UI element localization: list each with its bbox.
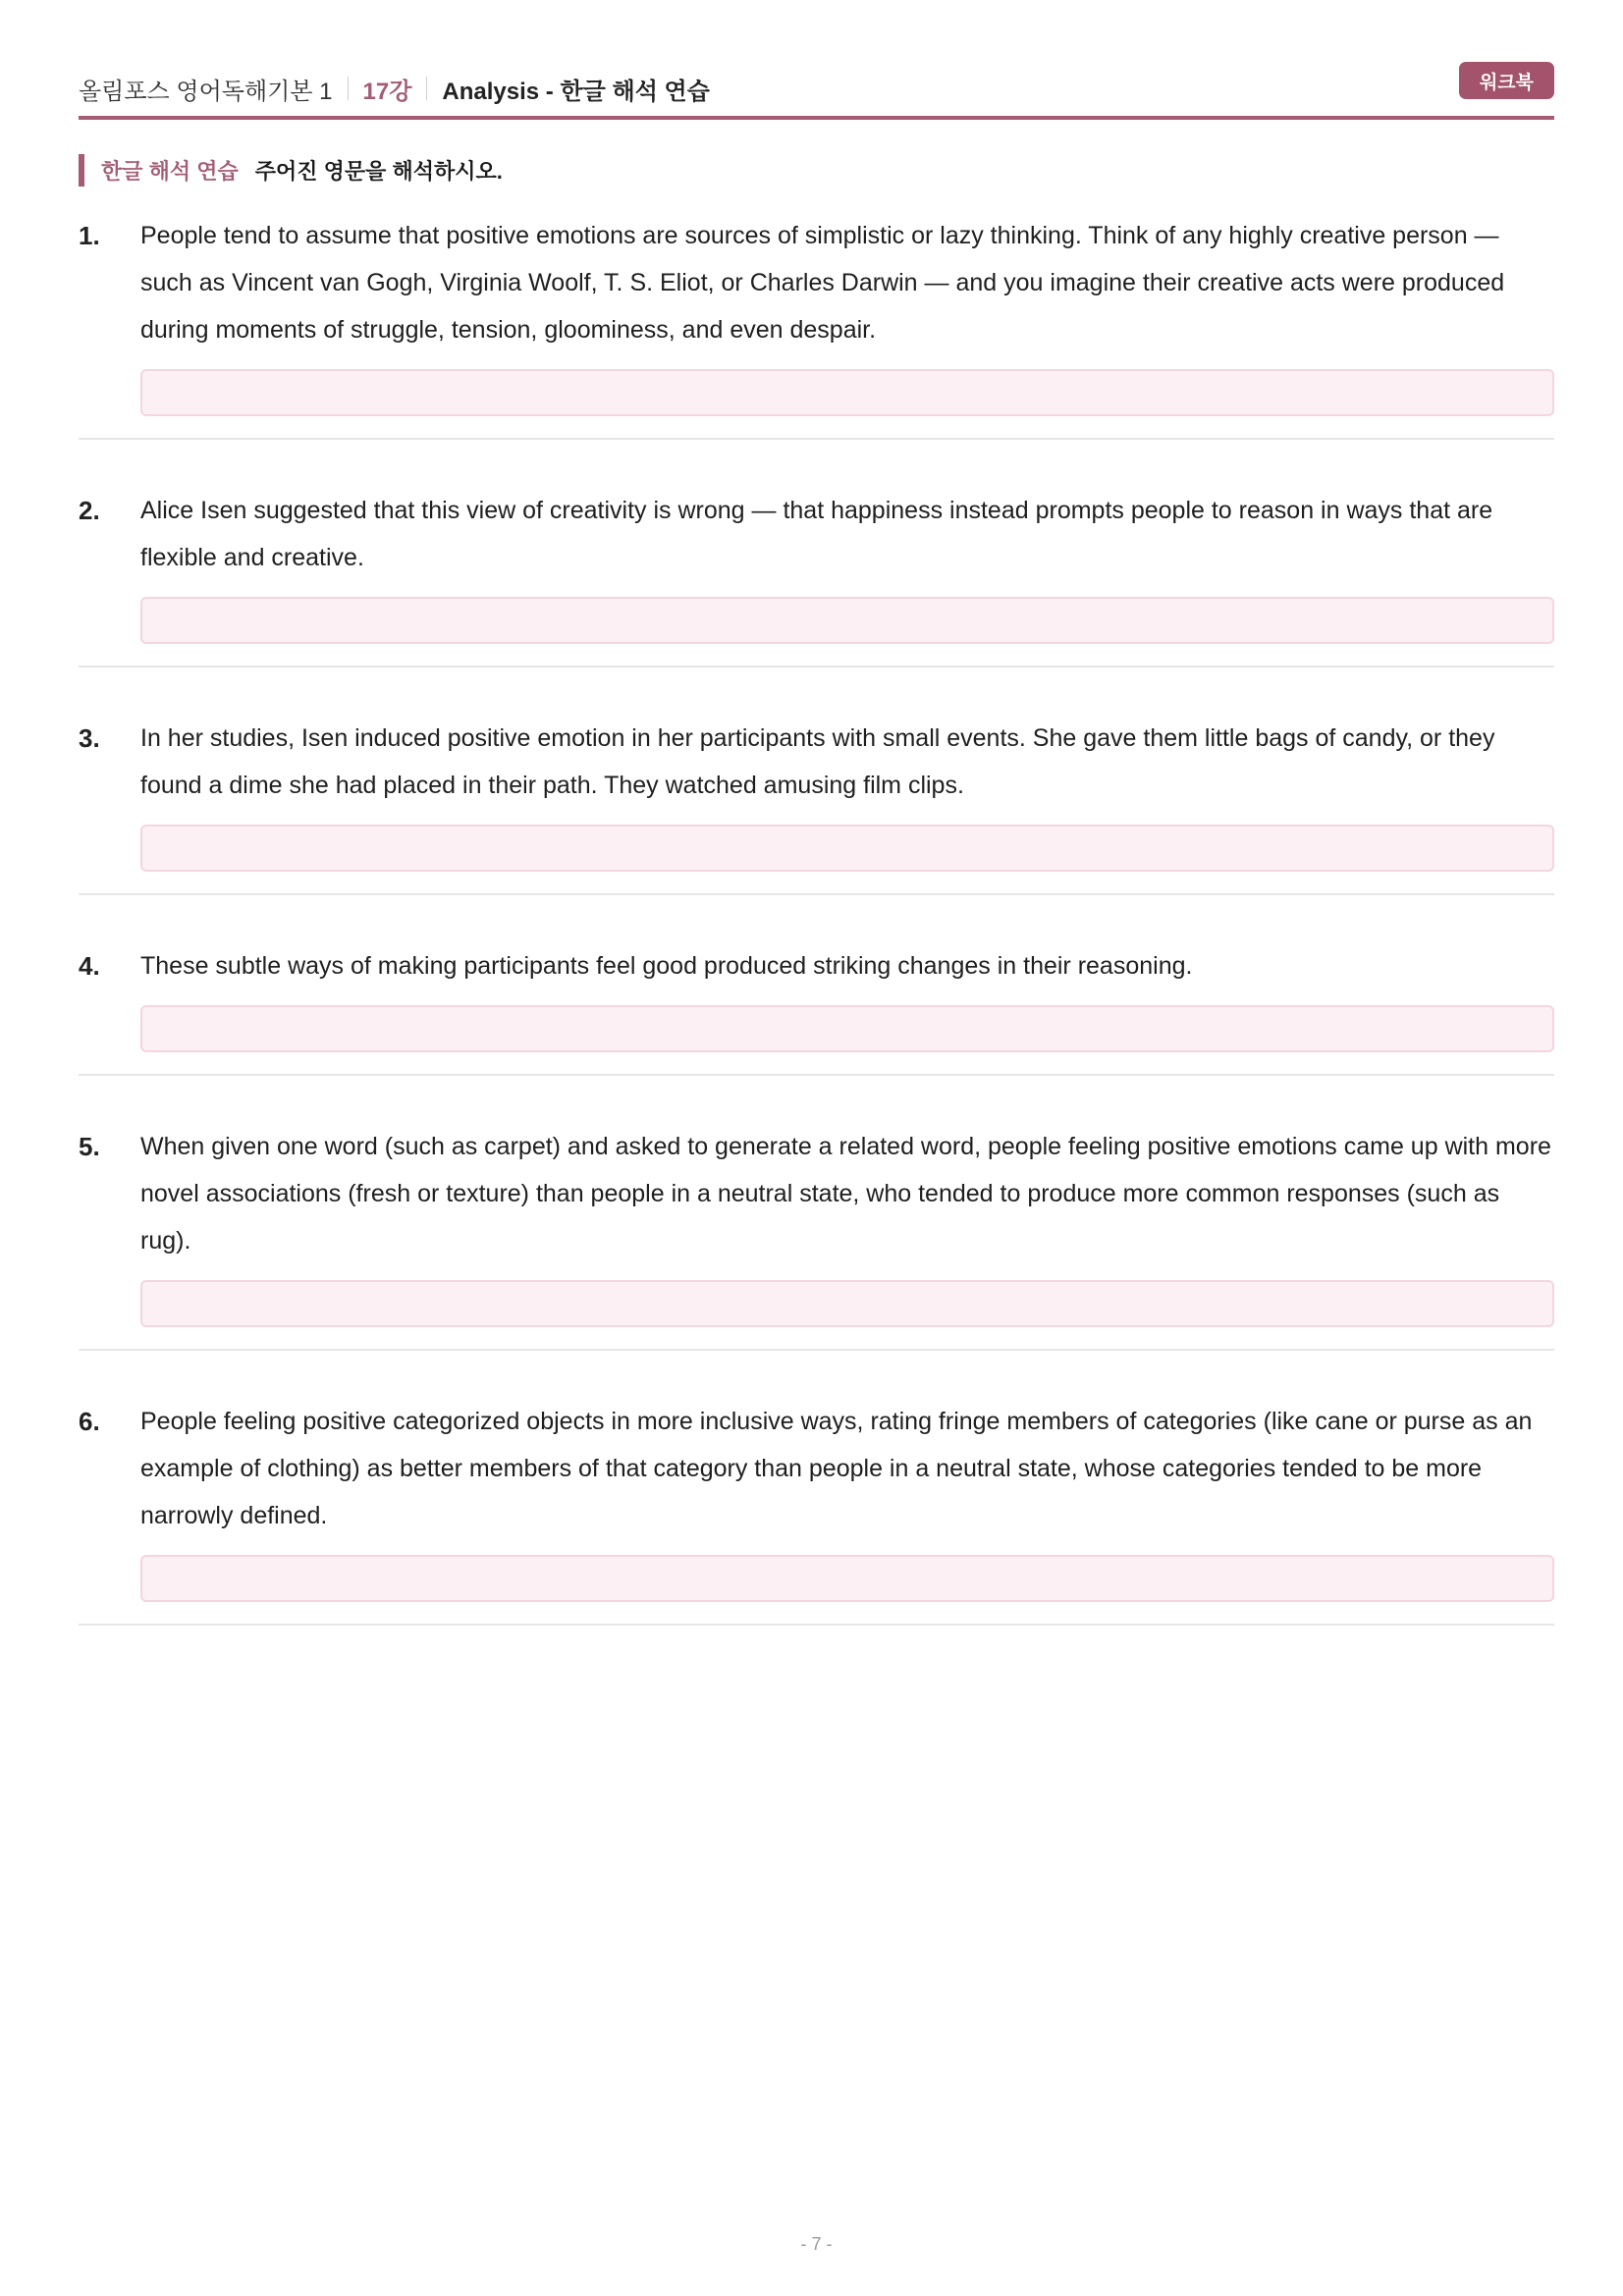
exercise-number: 3. [79, 723, 100, 753]
exercise-number: 5. [79, 1132, 100, 1161]
header-divider [348, 77, 349, 100]
page-number: - 7 - [800, 2234, 833, 2254]
answer-field[interactable] [140, 597, 1554, 644]
page-title: Analysis - 한글 해석 연습 [442, 78, 710, 105]
exercise-list [79, 201, 1554, 1662]
exercise-item [79, 1387, 1554, 1626]
exercise-sentence: In her studies, Isen induced positive emotion in her participants with small events. She gave them little bags of candy, or they found a dime she had placed in their path. They watched amusing film clips. [140, 724, 1495, 799]
exercise-sentence: These subtle ways of making participants feel good produced striking changes in their reasoning. [140, 952, 1193, 980]
page-header [79, 61, 1554, 116]
exercise-item [79, 704, 1554, 895]
header-rule [79, 116, 1554, 120]
answer-field[interactable] [140, 1005, 1554, 1052]
lesson-number: 17강 [362, 78, 412, 105]
book-title: 올림포스 영어독해기본 1 [79, 78, 333, 105]
exercise-item [79, 1112, 1554, 1351]
exercise-item [79, 476, 1554, 667]
section-accent-bar [79, 154, 84, 187]
exercise-item [79, 201, 1554, 440]
section-instruction: 주어진 영문을 해석하시오. [254, 159, 503, 184]
exercise-number: 4. [79, 951, 100, 981]
workbook-badge: 워크북 [1459, 62, 1554, 99]
exercise-number: 1. [79, 221, 100, 250]
exercise-number: 2. [79, 496, 100, 525]
exercise-sentence: When given one word (such as carpet) and asked to generate a related word, people feeling positive emotions came up with more novel associations (fresh or texture) than people in a neutral state, who tended to produce more common responses (such as rug). [140, 1133, 1551, 1255]
exercise-sentence: Alice Isen suggested that this view of creativity is wrong — that happiness instead prompts people to reason in ways that are flexible and creative. [140, 497, 1493, 571]
answer-field[interactable] [140, 1280, 1554, 1327]
worksheet-page [79, 0, 1554, 2296]
exercise-sentence: People feeling positive categorized objects in more inclusive ways, rating fringe members of categories (like cane or purse as an example of clothing) as better members of that category than people in a neutral state, whose categories tended to be more narrowly defined. [140, 1408, 1533, 1529]
answer-field[interactable] [140, 825, 1554, 872]
answer-field[interactable] [140, 369, 1554, 416]
exercise-number: 6. [79, 1407, 100, 1436]
header-divider [426, 77, 427, 100]
answer-field[interactable] [140, 1555, 1554, 1602]
exercise-item [79, 932, 1554, 1076]
section-label: 한글 해석 연습 [101, 159, 239, 184]
section-heading [79, 154, 503, 187]
exercise-sentence: People tend to assume that positive emotions are sources of simplistic or lazy thinking. Think of any highly creative person — such as Vincent van Gogh, Virginia Woolf, T. S. Eliot, or Charles Darwin — and you imagine their creative acts were produced during moments of struggle, tension, gloominess, and even despair. [140, 222, 1505, 344]
